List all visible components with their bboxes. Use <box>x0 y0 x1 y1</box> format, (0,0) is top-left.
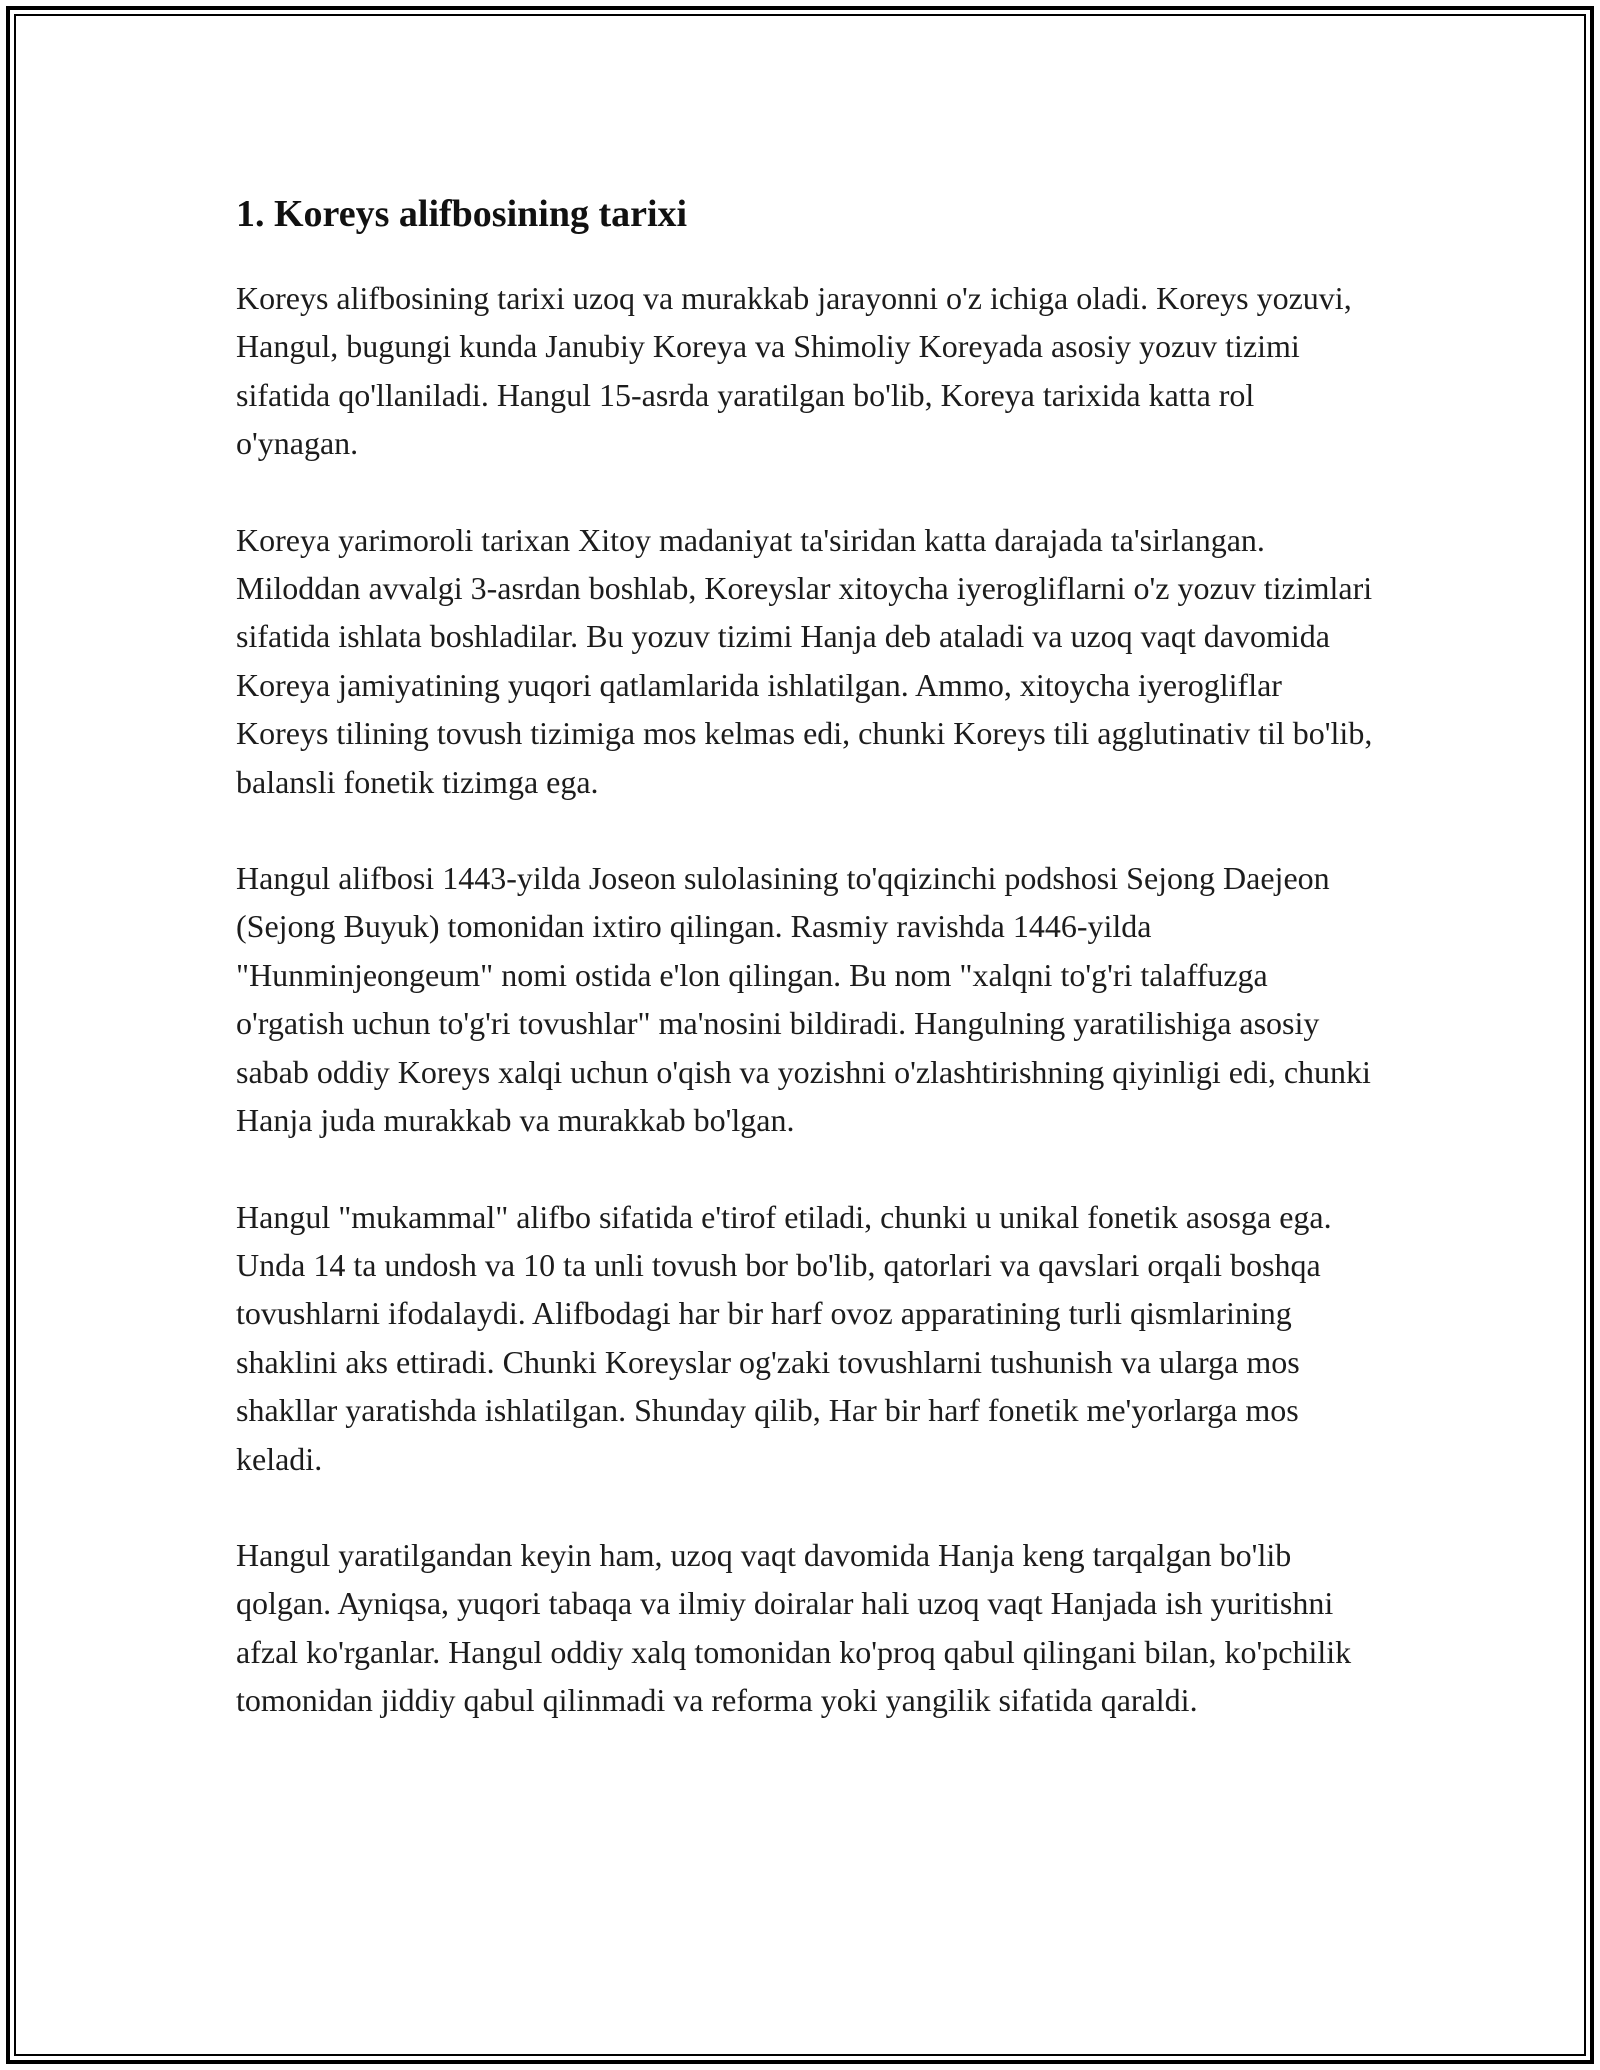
paragraph-2: Koreya yarimoroli tarixan Xitoy madaniyat ta'siridan katta darajada ta'sirlangan. Miloddan avvalgi 3-asrdan boshlab, Koreyslar xitoycha iyerogliflarni o'z yozuv tizimlari sifatida ishlata boshladilar. Bu yozuv tizimi Hanja deb ataladi va uzoq vaqt davomida Koreya jamiyatining yuqori qatlamlarida ishlatilgan. Ammo, xitoycha iyerogliflar Koreys tilining tovush tizimiga mos kelmas edi, chunki Koreys tili agglutinativ til bo'lib, balansli fonetik tizimga ega. <box>236 521 1373 800</box>
paragraph-5: Hangul yaratilgandan keyin ham, uzoq vaqt davomida Hanja keng tarqalgan bo'lib qolgan. Ayniqsa, yuqori tabaqa va ilmiy doiralar hali uzoq vaqt Hanjada ish yuritishni afzal ko'rganlar. Hangul oddiy xalq tomonidan ko'proq qabul qilingani bilan, ko'pchilik tomonidan jiddiy qabul qilinmadi va reforma yoki yangilik sifatida qaraldi. <box>236 1536 1352 1719</box>
paragraph-3: Hangul alifbosi 1443-yilda Joseon sulolasining to'qqizinchi podshosi Sejong Daejeon (Sejong Buyuk) tomonidan ixtiro qilingan. Rasmiy ravishda 1446-yilda "Hunminjeongeum" nomi ostida e'lon qilingan. Bu nom "xalqni to'g'ri talaffuzga o'rgatish uchun to'g'ri tovushlar" ma'nosini bildiradi. Hangulning yaratilishiga asosiy sabab oddiy Koreys xalqi uchun o'qish va yozishni o'zlashtirishning qiyinligi edi, chunki Hanja juda murakkab va murakkab bo'lgan. <box>236 860 1371 1139</box>
section-heading: 1. Koreys alifbosining tarixi <box>236 193 688 235</box>
document-body <box>236 186 1376 1773</box>
paragraph-4: Hangul "mukammal" alifbo sifatida e'tirof etiladi, chunki u unikal fonetik asosga ega. Unda 14 ta undosh va 10 ta unli tovush bor bo'lib, qatorlari va qavslari orqali boshqa tovushlarni ifodalaydi. Alifbodagi har bir harf ovoz apparatining turli qismlarining shaklini aks ettiradi. Chunki Koreyslar og'zaki tovushlarni tushunish va ularga mos shakllar yaratishda ishlatilgan. Shunday qilib, Har bir harf fonetik me'yorlarga mos keladi. <box>236 1198 1332 1477</box>
paragraph-1: Koreys alifbosining tarixi uzoq va murakkab jarayonni o'z ichiga oladi. Koreys yozuvi, Hangul, bugungi kunda Janubiy Koreya va Shimoliy Koreyada asosiy yozuv tizimi sifatida qo'llaniladi. Hangul 15-asrda yaratilgan bo'lib, Koreya tarixida katta rol o'ynagan. <box>236 280 1352 462</box>
